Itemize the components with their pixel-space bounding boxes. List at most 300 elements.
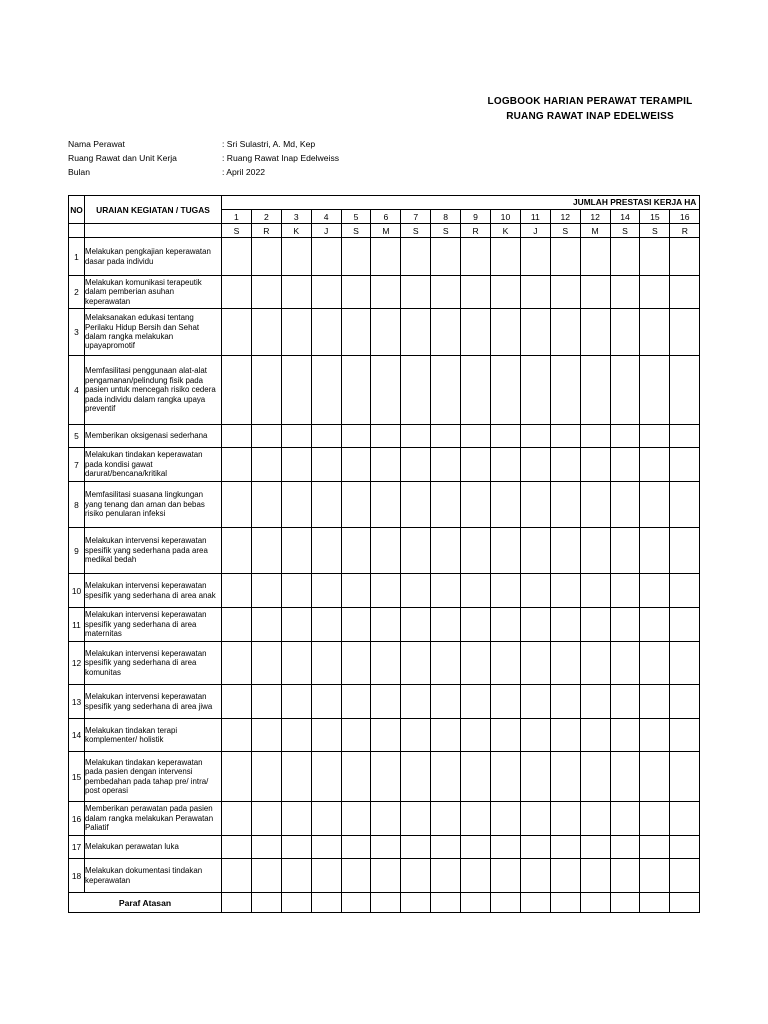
entry-cell[interactable] xyxy=(580,448,610,482)
entry-cell[interactable] xyxy=(670,528,700,574)
entry-cell[interactable] xyxy=(222,719,252,752)
signature-cell[interactable] xyxy=(281,893,311,913)
entry-cell[interactable] xyxy=(311,859,341,893)
entry-cell[interactable] xyxy=(371,276,401,309)
entry-cell[interactable] xyxy=(461,528,491,574)
entry-cell[interactable] xyxy=(222,425,252,448)
entry-cell[interactable] xyxy=(311,642,341,685)
entry-cell[interactable] xyxy=(341,528,371,574)
entry-cell[interactable] xyxy=(520,448,550,482)
table-row xyxy=(69,238,700,276)
signature-cell[interactable] xyxy=(431,893,461,913)
signature-cell[interactable] xyxy=(341,893,371,913)
entry-cell[interactable] xyxy=(341,642,371,685)
entry-cell[interactable] xyxy=(281,448,311,482)
entry-cell[interactable] xyxy=(640,752,670,802)
entry-cell[interactable] xyxy=(520,238,550,276)
entry-cell[interactable] xyxy=(550,642,580,685)
entry-cell[interactable] xyxy=(251,642,281,685)
entry-cell[interactable] xyxy=(401,859,431,893)
entry-cell[interactable] xyxy=(341,309,371,356)
entry-cell[interactable] xyxy=(281,608,311,642)
entry-cell[interactable] xyxy=(371,528,401,574)
entry-cell[interactable] xyxy=(431,309,461,356)
entry-cell[interactable] xyxy=(281,859,311,893)
entry-cell[interactable] xyxy=(341,608,371,642)
entry-cell[interactable] xyxy=(431,276,461,309)
entry-cell[interactable] xyxy=(610,528,640,574)
entry-cell[interactable] xyxy=(670,752,700,802)
entry-cell[interactable] xyxy=(401,528,431,574)
entry-cell[interactable] xyxy=(670,642,700,685)
entry-cell[interactable] xyxy=(431,719,461,752)
entry-cell[interactable] xyxy=(580,528,610,574)
entry-cell[interactable] xyxy=(311,528,341,574)
signature-cell[interactable] xyxy=(640,893,670,913)
signature-cell[interactable] xyxy=(371,893,401,913)
entry-cell[interactable] xyxy=(401,608,431,642)
entry-cell[interactable] xyxy=(311,425,341,448)
entry-cell[interactable] xyxy=(580,356,610,425)
entry-cell[interactable] xyxy=(341,238,371,276)
entry-cell[interactable] xyxy=(580,608,610,642)
entry-cell[interactable] xyxy=(431,859,461,893)
entry-cell[interactable] xyxy=(550,719,580,752)
entry-cell[interactable] xyxy=(371,719,401,752)
entry-cell[interactable] xyxy=(371,836,401,859)
date-header: 1 xyxy=(222,210,252,224)
entry-cell[interactable] xyxy=(311,448,341,482)
entry-cell[interactable] xyxy=(610,685,640,719)
entry-cell[interactable] xyxy=(580,276,610,309)
entry-cell[interactable] xyxy=(550,574,580,608)
entry-cell[interactable] xyxy=(550,482,580,528)
entry-cell[interactable] xyxy=(401,238,431,276)
entry-cell[interactable] xyxy=(610,752,640,802)
entry-cell[interactable] xyxy=(520,528,550,574)
entry-cell[interactable] xyxy=(491,836,521,859)
entry-cell[interactable] xyxy=(311,309,341,356)
entry-cell[interactable] xyxy=(640,719,670,752)
entry-cell[interactable] xyxy=(640,574,670,608)
entry-cell[interactable] xyxy=(520,309,550,356)
entry-cell[interactable] xyxy=(670,482,700,528)
entry-cell[interactable] xyxy=(341,859,371,893)
entry-cell[interactable] xyxy=(281,642,311,685)
entry-cell[interactable] xyxy=(371,859,401,893)
entry-cell[interactable] xyxy=(371,752,401,802)
entry-cell[interactable] xyxy=(251,836,281,859)
entry-cell[interactable] xyxy=(222,836,252,859)
entry-cell[interactable] xyxy=(670,276,700,309)
entry-cell[interactable] xyxy=(610,719,640,752)
entry-cell[interactable] xyxy=(222,276,252,309)
entry-cell[interactable] xyxy=(251,309,281,356)
entry-cell[interactable] xyxy=(311,482,341,528)
entry-cell[interactable] xyxy=(341,276,371,309)
entry-cell[interactable] xyxy=(251,482,281,528)
entry-cell[interactable] xyxy=(371,802,401,836)
entry-cell[interactable] xyxy=(281,425,311,448)
entry-cell[interactable] xyxy=(251,574,281,608)
entry-cell[interactable] xyxy=(251,752,281,802)
entry-cell[interactable] xyxy=(550,836,580,859)
entry-cell[interactable] xyxy=(401,685,431,719)
entry-cell[interactable] xyxy=(670,356,700,425)
entry-cell[interactable] xyxy=(520,752,550,802)
entry-cell[interactable] xyxy=(401,574,431,608)
entry-cell[interactable] xyxy=(281,574,311,608)
entry-cell[interactable] xyxy=(640,309,670,356)
entry-cell[interactable] xyxy=(550,685,580,719)
entry-cell[interactable] xyxy=(251,448,281,482)
entry-cell[interactable] xyxy=(520,608,550,642)
entry-cell[interactable] xyxy=(520,642,550,685)
entry-cell[interactable] xyxy=(341,425,371,448)
entry-cell[interactable] xyxy=(491,752,521,802)
entry-cell[interactable] xyxy=(251,425,281,448)
task-description: Melakukan intervensi keperawatan spesifik yang sederhana pada area medikal bedah xyxy=(85,536,208,565)
entry-cell[interactable] xyxy=(670,719,700,752)
entry-cell[interactable] xyxy=(550,276,580,309)
entry-cell[interactable] xyxy=(580,642,610,685)
entry-cell[interactable] xyxy=(341,448,371,482)
entry-cell[interactable] xyxy=(281,752,311,802)
entry-cell[interactable] xyxy=(311,752,341,802)
entry-cell[interactable] xyxy=(520,685,550,719)
signature-cell[interactable] xyxy=(401,893,431,913)
entry-cell[interactable] xyxy=(371,356,401,425)
entry-cell[interactable] xyxy=(610,574,640,608)
signature-cell[interactable] xyxy=(520,893,550,913)
entry-cell[interactable] xyxy=(401,309,431,356)
entry-cell[interactable] xyxy=(610,836,640,859)
entry-cell[interactable] xyxy=(520,425,550,448)
entry-cell[interactable] xyxy=(461,685,491,719)
entry-cell[interactable] xyxy=(550,309,580,356)
entry-cell[interactable] xyxy=(222,685,252,719)
row-number: 11 xyxy=(69,608,85,642)
entry-cell[interactable] xyxy=(251,238,281,276)
entry-cell[interactable] xyxy=(491,425,521,448)
entry-cell[interactable] xyxy=(281,482,311,528)
entry-cell[interactable] xyxy=(222,448,252,482)
entry-cell[interactable] xyxy=(670,574,700,608)
entry-cell[interactable] xyxy=(640,836,670,859)
entry-cell[interactable] xyxy=(431,642,461,685)
entry-cell[interactable] xyxy=(431,425,461,448)
entry-cell[interactable] xyxy=(371,608,401,642)
entry-cell[interactable] xyxy=(251,356,281,425)
entry-cell[interactable] xyxy=(550,356,580,425)
entry-cell[interactable] xyxy=(640,276,670,309)
entry-cell[interactable] xyxy=(640,528,670,574)
entry-cell[interactable] xyxy=(222,608,252,642)
entry-cell[interactable] xyxy=(461,482,491,528)
entry-cell[interactable] xyxy=(640,448,670,482)
entry-cell[interactable] xyxy=(580,836,610,859)
entry-cell[interactable] xyxy=(461,719,491,752)
entry-cell[interactable] xyxy=(610,859,640,893)
entry-cell[interactable] xyxy=(491,685,521,719)
entry-cell[interactable] xyxy=(341,356,371,425)
entry-cell[interactable] xyxy=(371,642,401,685)
entry-cell[interactable] xyxy=(311,719,341,752)
entry-cell[interactable] xyxy=(670,238,700,276)
entry-cell[interactable] xyxy=(371,448,401,482)
entry-cell[interactable] xyxy=(371,685,401,719)
entry-cell[interactable] xyxy=(431,574,461,608)
entry-cell[interactable] xyxy=(222,238,252,276)
entry-cell[interactable] xyxy=(640,642,670,685)
entry-cell[interactable] xyxy=(550,608,580,642)
entry-cell[interactable] xyxy=(610,642,640,685)
entry-cell[interactable] xyxy=(431,356,461,425)
entry-cell[interactable] xyxy=(401,425,431,448)
entry-cell[interactable] xyxy=(610,448,640,482)
entry-cell[interactable] xyxy=(491,482,521,528)
entry-cell[interactable] xyxy=(311,685,341,719)
entry-cell[interactable] xyxy=(251,608,281,642)
entry-cell[interactable] xyxy=(491,356,521,425)
row-number: 8 xyxy=(69,482,85,528)
entry-cell[interactable] xyxy=(401,448,431,482)
entry-cell[interactable] xyxy=(371,425,401,448)
entry-cell[interactable] xyxy=(281,356,311,425)
entry-cell[interactable] xyxy=(461,276,491,309)
entry-cell[interactable] xyxy=(640,685,670,719)
entry-cell[interactable] xyxy=(341,719,371,752)
signature-cell[interactable] xyxy=(222,893,252,913)
entry-cell[interactable] xyxy=(251,719,281,752)
entry-cell[interactable] xyxy=(580,859,610,893)
entry-cell[interactable] xyxy=(222,859,252,893)
entry-cell[interactable] xyxy=(580,309,610,356)
entry-cell[interactable] xyxy=(341,574,371,608)
entry-cell[interactable] xyxy=(520,356,550,425)
entry-cell[interactable] xyxy=(371,238,401,276)
signature-cell[interactable] xyxy=(550,893,580,913)
entry-cell[interactable] xyxy=(580,752,610,802)
entry-cell[interactable] xyxy=(491,642,521,685)
entry-cell[interactable] xyxy=(461,836,491,859)
entry-cell[interactable] xyxy=(491,276,521,309)
entry-cell[interactable] xyxy=(610,238,640,276)
entry-cell[interactable] xyxy=(222,752,252,802)
entry-cell[interactable] xyxy=(431,238,461,276)
entry-cell[interactable] xyxy=(640,802,670,836)
entry-cell[interactable] xyxy=(401,752,431,802)
entry-cell[interactable] xyxy=(311,574,341,608)
entry-cell[interactable] xyxy=(670,608,700,642)
entry-cell[interactable] xyxy=(251,685,281,719)
day-header: R xyxy=(670,224,700,238)
entry-cell[interactable] xyxy=(281,528,311,574)
entry-cell[interactable] xyxy=(371,574,401,608)
entry-cell[interactable] xyxy=(670,859,700,893)
entry-cell[interactable] xyxy=(550,238,580,276)
signature-cell[interactable] xyxy=(461,893,491,913)
entry-cell[interactable] xyxy=(431,482,461,528)
entry-cell[interactable] xyxy=(461,802,491,836)
entry-cell[interactable] xyxy=(520,836,550,859)
entry-cell[interactable] xyxy=(670,802,700,836)
entry-cell[interactable] xyxy=(311,356,341,425)
entry-cell[interactable] xyxy=(311,836,341,859)
entry-cell[interactable] xyxy=(491,719,521,752)
entry-cell[interactable] xyxy=(580,802,610,836)
entry-cell[interactable] xyxy=(311,276,341,309)
entry-cell[interactable] xyxy=(670,448,700,482)
entry-cell[interactable] xyxy=(520,859,550,893)
entry-cell[interactable] xyxy=(222,482,252,528)
entry-cell[interactable] xyxy=(580,238,610,276)
date-header: 9 xyxy=(461,210,491,224)
entry-cell[interactable] xyxy=(491,238,521,276)
entry-cell[interactable] xyxy=(401,482,431,528)
entry-cell[interactable] xyxy=(461,574,491,608)
entry-cell[interactable] xyxy=(222,528,252,574)
entry-cell[interactable] xyxy=(580,425,610,448)
entry-cell[interactable] xyxy=(401,802,431,836)
entry-cell[interactable] xyxy=(401,356,431,425)
entry-cell[interactable] xyxy=(281,309,311,356)
entry-cell[interactable] xyxy=(640,356,670,425)
entry-cell[interactable] xyxy=(341,802,371,836)
entry-cell[interactable] xyxy=(520,719,550,752)
entry-cell[interactable] xyxy=(610,608,640,642)
entry-cell[interactable] xyxy=(550,425,580,448)
entry-cell[interactable] xyxy=(610,425,640,448)
entry-cell[interactable] xyxy=(550,752,580,802)
entry-cell[interactable] xyxy=(461,642,491,685)
entry-cell[interactable] xyxy=(341,482,371,528)
entry-cell[interactable] xyxy=(491,574,521,608)
entry-cell[interactable] xyxy=(401,836,431,859)
entry-cell[interactable] xyxy=(222,574,252,608)
entry-cell[interactable] xyxy=(461,356,491,425)
entry-cell[interactable] xyxy=(670,836,700,859)
entry-cell[interactable] xyxy=(431,608,461,642)
entry-cell[interactable] xyxy=(311,608,341,642)
entry-cell[interactable] xyxy=(281,802,311,836)
entry-cell[interactable] xyxy=(251,859,281,893)
entry-cell[interactable] xyxy=(640,238,670,276)
entry-cell[interactable] xyxy=(670,309,700,356)
entry-cell[interactable] xyxy=(222,642,252,685)
day-header: S xyxy=(341,224,371,238)
entry-cell[interactable] xyxy=(580,685,610,719)
entry-cell[interactable] xyxy=(610,802,640,836)
entry-cell[interactable] xyxy=(580,574,610,608)
entry-cell[interactable] xyxy=(371,309,401,356)
entry-cell[interactable] xyxy=(670,685,700,719)
entry-cell[interactable] xyxy=(461,859,491,893)
entry-cell[interactable] xyxy=(281,276,311,309)
entry-cell[interactable] xyxy=(461,752,491,802)
paraf-atasan-label: Paraf Atasan xyxy=(69,893,222,913)
entry-cell[interactable] xyxy=(491,309,521,356)
entry-cell[interactable] xyxy=(222,802,252,836)
entry-cell[interactable] xyxy=(371,482,401,528)
entry-cell[interactable] xyxy=(520,574,550,608)
entry-cell[interactable] xyxy=(251,528,281,574)
entry-cell[interactable] xyxy=(281,719,311,752)
entry-cell[interactable] xyxy=(341,836,371,859)
entry-cell[interactable] xyxy=(670,425,700,448)
entry-cell[interactable] xyxy=(461,448,491,482)
entry-cell[interactable] xyxy=(431,802,461,836)
entry-cell[interactable] xyxy=(550,448,580,482)
signature-cell[interactable] xyxy=(311,893,341,913)
entry-cell[interactable] xyxy=(580,719,610,752)
entry-cell[interactable] xyxy=(311,802,341,836)
entry-cell[interactable] xyxy=(610,309,640,356)
entry-cell[interactable] xyxy=(431,448,461,482)
entry-cell[interactable] xyxy=(550,859,580,893)
entry-cell[interactable] xyxy=(251,802,281,836)
entry-cell[interactable] xyxy=(520,276,550,309)
entry-cell[interactable] xyxy=(281,836,311,859)
entry-cell[interactable] xyxy=(640,425,670,448)
entry-cell[interactable] xyxy=(222,356,252,425)
entry-cell[interactable] xyxy=(461,238,491,276)
entry-cell[interactable] xyxy=(431,836,461,859)
entry-cell[interactable] xyxy=(401,276,431,309)
entry-cell[interactable] xyxy=(491,528,521,574)
entry-cell[interactable] xyxy=(520,802,550,836)
signature-cell[interactable] xyxy=(491,893,521,913)
entry-cell[interactable] xyxy=(491,802,521,836)
signature-cell[interactable] xyxy=(251,893,281,913)
entry-cell[interactable] xyxy=(640,608,670,642)
entry-cell[interactable] xyxy=(461,309,491,356)
row-number: 13 xyxy=(69,685,85,719)
entry-cell[interactable] xyxy=(520,482,550,528)
entry-cell[interactable] xyxy=(580,482,610,528)
entry-cell[interactable] xyxy=(491,448,521,482)
entry-cell[interactable] xyxy=(640,482,670,528)
entry-cell[interactable] xyxy=(491,608,521,642)
signature-cell[interactable] xyxy=(610,893,640,913)
entry-cell[interactable] xyxy=(610,276,640,309)
entry-cell[interactable] xyxy=(550,802,580,836)
entry-cell[interactable] xyxy=(491,859,521,893)
entry-cell[interactable] xyxy=(610,482,640,528)
signature-cell[interactable] xyxy=(580,893,610,913)
entry-cell[interactable] xyxy=(281,238,311,276)
entry-cell[interactable] xyxy=(401,642,431,685)
entry-cell[interactable] xyxy=(251,276,281,309)
table-row xyxy=(69,528,700,574)
entry-cell[interactable] xyxy=(341,685,371,719)
entry-cell[interactable] xyxy=(281,685,311,719)
entry-cell[interactable] xyxy=(401,719,431,752)
entry-cell[interactable] xyxy=(222,309,252,356)
entry-cell[interactable] xyxy=(431,752,461,802)
entry-cell[interactable] xyxy=(461,425,491,448)
entry-cell[interactable] xyxy=(431,528,461,574)
entry-cell[interactable] xyxy=(610,356,640,425)
entry-cell[interactable] xyxy=(550,528,580,574)
entry-cell[interactable] xyxy=(311,238,341,276)
entry-cell[interactable] xyxy=(640,859,670,893)
signature-cell[interactable] xyxy=(670,893,700,913)
date-header: 6 xyxy=(371,210,401,224)
entry-cell[interactable] xyxy=(461,608,491,642)
entry-cell[interactable] xyxy=(341,752,371,802)
entry-cell[interactable] xyxy=(431,685,461,719)
